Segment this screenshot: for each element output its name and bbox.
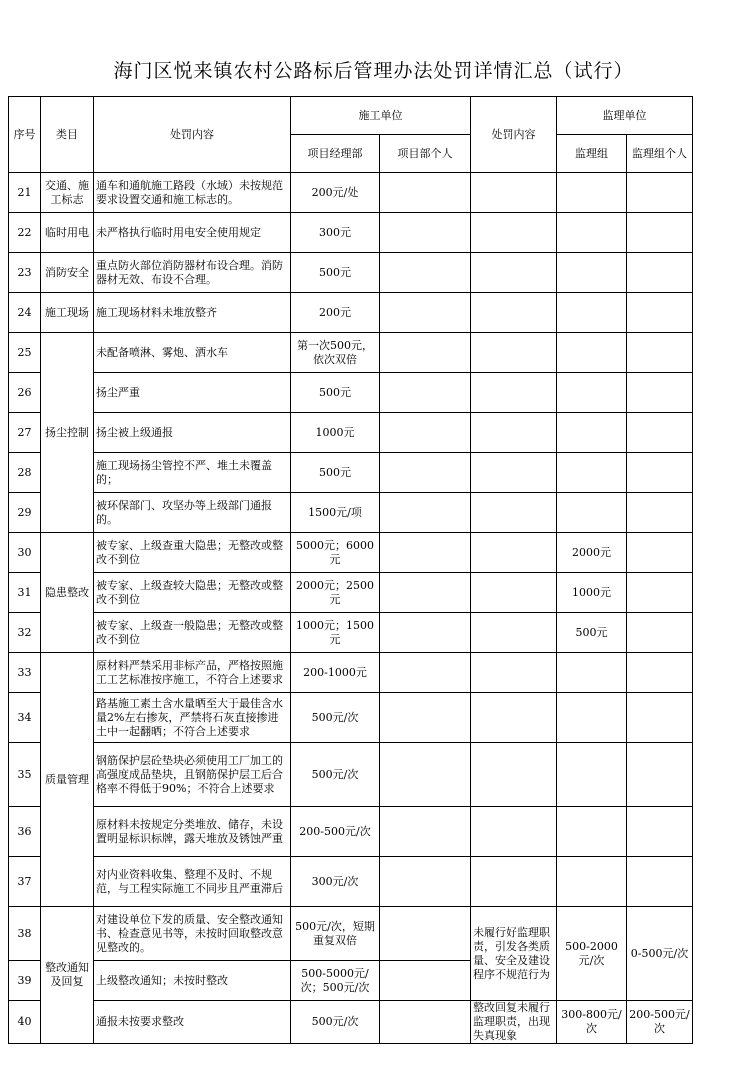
supervision-group-cell xyxy=(557,333,627,373)
supervision-group-cell xyxy=(557,493,627,533)
project-personal-cell xyxy=(380,413,471,453)
project-manager-cell: 500元/次 xyxy=(291,693,380,743)
supervision-content-cell xyxy=(471,693,557,743)
category-cell: 扬尘控制 xyxy=(41,333,94,533)
table-row xyxy=(9,807,693,857)
table-row xyxy=(9,453,693,493)
header-supervision-personal: 监理组个人 xyxy=(627,135,693,173)
category-cell: 质量管理 xyxy=(41,653,94,907)
supervision-group-cell xyxy=(557,413,627,453)
project-manager-cell: 1500元/项 xyxy=(291,493,380,533)
header-project-manager: 项目经理部 xyxy=(291,135,380,173)
supervision-personal-cell: 200-500元/次 xyxy=(627,1001,693,1044)
table-row xyxy=(9,1001,693,1044)
supervision-personal-cell xyxy=(627,293,693,333)
supervision-personal-cell xyxy=(627,743,693,807)
project-manager-cell: 第一次500元，依次双倍 xyxy=(291,333,380,373)
supervision-personal-cell xyxy=(627,413,693,453)
supervision-content-cell xyxy=(471,573,557,613)
supervision-group-cell xyxy=(557,653,627,693)
supervision-group-cell: 1000元 xyxy=(557,573,627,613)
supervision-group-cell xyxy=(557,807,627,857)
supervision-group-cell xyxy=(557,253,627,293)
supervision-personal-cell xyxy=(627,693,693,743)
project-manager-cell: 5000元；6000元 xyxy=(291,533,380,573)
supervision-group-cell xyxy=(557,743,627,807)
content-cell: 原材料未按规定分类堆放、储存，未设置明显标识标牌，露天堆放及锈蚀严重 xyxy=(94,807,291,857)
content-cell: 施工现场扬尘管控不严、堆土未覆盖的； xyxy=(94,453,291,493)
supervision-group-cell: 500-2000元/次 xyxy=(557,907,627,1001)
supervision-personal-cell xyxy=(627,213,693,253)
row-number: 22 xyxy=(9,213,41,253)
supervision-group-cell xyxy=(557,453,627,493)
project-manager-cell: 300元 xyxy=(291,213,380,253)
row-number: 34 xyxy=(9,693,41,743)
table-row xyxy=(9,333,693,373)
row-number: 28 xyxy=(9,453,41,493)
supervision-personal-cell xyxy=(627,453,693,493)
row-number: 31 xyxy=(9,573,41,613)
supervision-personal-cell xyxy=(627,653,693,693)
project-manager-cell: 1000元；1500元 xyxy=(291,613,380,653)
project-manager-cell: 500-5000元/次；500元/次 xyxy=(291,961,380,1001)
table-row xyxy=(9,493,693,533)
header-supervision-content: 处罚内容 xyxy=(471,97,557,173)
table-row xyxy=(9,743,693,807)
supervision-content-cell xyxy=(471,293,557,333)
project-manager-cell: 200-1000元 xyxy=(291,653,380,693)
project-personal-cell xyxy=(380,453,471,493)
header-construction-unit: 施工单位 xyxy=(291,97,471,135)
project-manager-cell: 500元/次 xyxy=(291,743,380,807)
row-number: 33 xyxy=(9,653,41,693)
content-cell: 施工现场材料未堆放整齐 xyxy=(94,293,291,333)
supervision-content-cell xyxy=(471,743,557,807)
supervision-group-cell xyxy=(557,173,627,213)
row-number: 36 xyxy=(9,807,41,857)
page-title: 海门区悦来镇农村公路标后管理办法处罚详情汇总（试行） xyxy=(113,60,634,82)
supervision-content-cell xyxy=(471,613,557,653)
content-cell: 扬尘被上级通报 xyxy=(94,413,291,453)
project-personal-cell xyxy=(380,743,471,807)
table-row xyxy=(9,857,693,907)
category-cell: 消防安全 xyxy=(41,253,94,293)
supervision-personal-cell xyxy=(627,613,693,653)
table-row xyxy=(9,533,693,573)
row-number: 26 xyxy=(9,373,41,413)
project-personal-cell xyxy=(380,807,471,857)
category-cell: 隐患整改 xyxy=(41,533,94,653)
project-personal-cell xyxy=(380,213,471,253)
supervision-personal-cell xyxy=(627,533,693,573)
row-number: 29 xyxy=(9,493,41,533)
supervision-content-cell xyxy=(471,857,557,907)
project-personal-cell xyxy=(380,253,471,293)
project-manager-cell: 500元/次 xyxy=(291,1001,380,1044)
supervision-personal-cell xyxy=(627,493,693,533)
project-manager-cell: 500元/次，短期重复双倍 xyxy=(291,907,380,961)
supervision-personal-cell xyxy=(627,807,693,857)
supervision-group-cell xyxy=(557,373,627,413)
project-manager-cell: 200元 xyxy=(291,293,380,333)
supervision-personal-cell: 0-500元/次 xyxy=(627,907,693,1001)
project-personal-cell xyxy=(380,653,471,693)
supervision-content-cell xyxy=(471,653,557,693)
supervision-personal-cell xyxy=(627,573,693,613)
supervision-content-cell xyxy=(471,533,557,573)
supervision-group-cell xyxy=(557,693,627,743)
supervision-personal-cell xyxy=(627,253,693,293)
project-manager-cell: 300元/次 xyxy=(291,857,380,907)
project-personal-cell xyxy=(380,533,471,573)
project-manager-cell: 200元/处 xyxy=(291,173,380,213)
supervision-group-cell xyxy=(557,213,627,253)
row-number: 21 xyxy=(9,173,41,213)
supervision-content-cell: 未履行好监理职责，引发各类质量、安全及建设程序不规范行为 xyxy=(471,907,557,1001)
supervision-group-cell xyxy=(557,857,627,907)
category-cell: 施工现场 xyxy=(41,293,94,333)
project-manager-cell: 1000元 xyxy=(291,413,380,453)
project-personal-cell xyxy=(380,1001,471,1044)
table-row xyxy=(9,213,693,253)
project-personal-cell xyxy=(380,293,471,333)
content-cell: 通车和通航施工路段（水域）未按规范要求设置交通和施工标志的。 xyxy=(94,173,291,213)
supervision-personal-cell xyxy=(627,333,693,373)
header-category: 类目 xyxy=(41,97,94,173)
header-supervision-unit: 监理单位 xyxy=(557,97,693,135)
row-number: 32 xyxy=(9,613,41,653)
supervision-content-cell xyxy=(471,333,557,373)
header-content: 处罚内容 xyxy=(94,97,291,173)
row-number: 24 xyxy=(9,293,41,333)
supervision-content-cell xyxy=(471,173,557,213)
table-row xyxy=(9,573,693,613)
content-cell: 扬尘严重 xyxy=(94,373,291,413)
project-personal-cell xyxy=(380,173,471,213)
project-personal-cell xyxy=(380,857,471,907)
category-cell: 整改通知及回复 xyxy=(41,907,94,1044)
content-cell: 被环保部门、攻坚办等上级部门通报的。 xyxy=(94,493,291,533)
content-cell: 上级整改通知；未按时整改 xyxy=(94,961,291,1001)
supervision-group-cell: 300-800元/次 xyxy=(557,1001,627,1044)
supervision-content-cell xyxy=(471,413,557,453)
supervision-group-cell: 500元 xyxy=(557,613,627,653)
content-cell: 路基施工素土含水量晒至大于最佳含水量2%左右掺灰，严禁将石灰直接掺进土中一起翻晒；不符合上述要求 xyxy=(94,693,291,743)
row-number: 23 xyxy=(9,253,41,293)
content-cell: 原材料严禁采用非标产品，严格按照施工工艺标准按序施工，不符合上述要求 xyxy=(94,653,291,693)
content-cell: 重点防火部位消防器材布设合理。消防器材无效、布设不合理。 xyxy=(94,253,291,293)
row-number: 37 xyxy=(9,857,41,907)
project-personal-cell xyxy=(380,493,471,533)
supervision-personal-cell xyxy=(627,373,693,413)
content-cell: 被专家、上级查一般隐患；无整改或整改不到位 xyxy=(94,613,291,653)
supervision-content-cell xyxy=(471,453,557,493)
row-number: 39 xyxy=(9,961,41,1001)
supervision-group-cell: 2000元 xyxy=(557,533,627,573)
table-row xyxy=(9,413,693,453)
project-personal-cell xyxy=(380,961,471,1001)
project-manager-cell: 500元 xyxy=(291,253,380,293)
project-personal-cell xyxy=(380,573,471,613)
supervision-personal-cell xyxy=(627,173,693,213)
category-cell: 临时用电 xyxy=(41,213,94,253)
project-personal-cell xyxy=(380,333,471,373)
project-manager-cell: 500元 xyxy=(291,373,380,413)
supervision-content-cell xyxy=(471,373,557,413)
table-row xyxy=(9,907,693,961)
supervision-personal-cell xyxy=(627,857,693,907)
content-cell: 未严格执行临时用电安全使用规定 xyxy=(94,213,291,253)
row-number: 38 xyxy=(9,907,41,961)
project-manager-cell: 500元 xyxy=(291,453,380,493)
project-personal-cell xyxy=(380,613,471,653)
content-cell: 被专家、上级查较大隐患；无整改或整改不到位 xyxy=(94,573,291,613)
table-row xyxy=(9,373,693,413)
content-cell: 未配备喷淋、雾炮、洒水车 xyxy=(94,333,291,373)
row-number: 25 xyxy=(9,333,41,373)
header-project-personal: 项目部个人 xyxy=(380,135,471,173)
project-personal-cell xyxy=(380,907,471,961)
supervision-group-cell xyxy=(557,293,627,333)
header-seq: 序号 xyxy=(9,97,41,173)
table-row xyxy=(9,253,693,293)
row-number: 35 xyxy=(9,743,41,807)
row-number: 40 xyxy=(9,1001,41,1044)
penalty-table xyxy=(8,96,693,1044)
table-row xyxy=(9,693,693,743)
table-row xyxy=(9,613,693,653)
table-row xyxy=(9,653,693,693)
supervision-content-cell xyxy=(471,807,557,857)
supervision-content-cell xyxy=(471,253,557,293)
supervision-content-cell: 整改回复未履行监理职责，出现失真现象 xyxy=(471,1001,557,1044)
category-cell: 交通、施工标志 xyxy=(41,173,94,213)
content-cell: 对建设单位下发的质量、安全整改通知书、检查意见书等，未按时回取整改意见整改的。 xyxy=(94,907,291,961)
row-number: 27 xyxy=(9,413,41,453)
table-row xyxy=(9,173,693,213)
project-manager-cell: 200-500元/次 xyxy=(291,807,380,857)
supervision-content-cell xyxy=(471,213,557,253)
supervision-content-cell xyxy=(471,493,557,533)
project-personal-cell xyxy=(380,373,471,413)
table-row xyxy=(9,293,693,333)
content-cell: 对内业资料收集、整理不及时、不规范，与工程实际施工不同步且严重滞后 xyxy=(94,857,291,907)
project-personal-cell xyxy=(380,693,471,743)
content-cell: 被专家、上级查重大隐患；无整改或整改不到位 xyxy=(94,533,291,573)
header-supervision-group: 监理组 xyxy=(557,135,627,173)
content-cell: 通报未按要求整改 xyxy=(94,1001,291,1044)
row-number: 30 xyxy=(9,533,41,573)
project-manager-cell: 2000元；2500元 xyxy=(291,573,380,613)
content-cell: 钢筋保护层砼垫块必须使用工厂加工的高强度成品垫块，且钢筋保护层工后合格率不得低于90%；不符合上述要求 xyxy=(94,743,291,807)
